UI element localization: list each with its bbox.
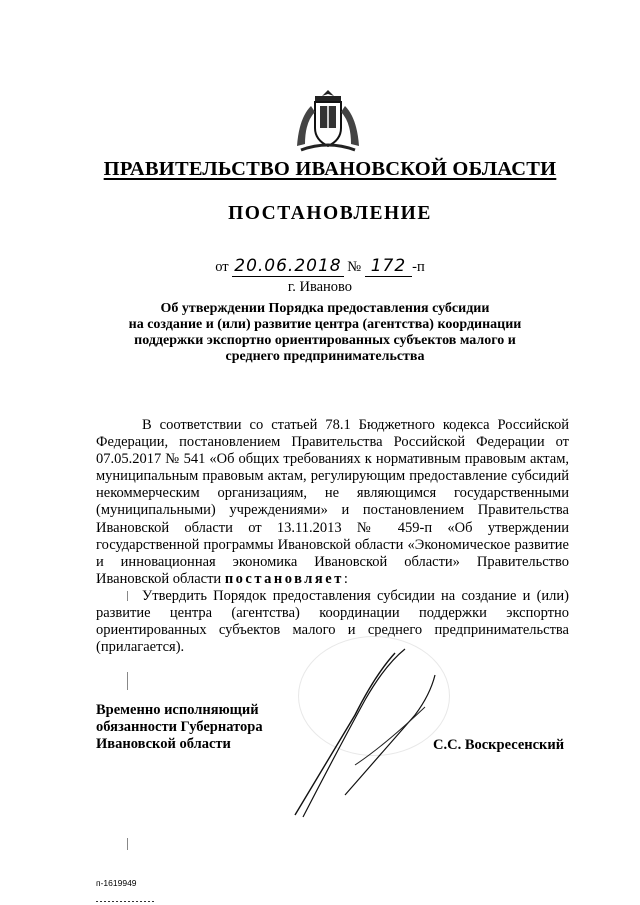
scan-mark — [127, 672, 128, 690]
subject-line: поддержки экспортно ориентированных субъектов малого и — [134, 333, 516, 348]
date-prefix: от — [215, 259, 229, 275]
body-paragraph — [96, 417, 569, 588]
document-subject — [90, 301, 560, 365]
coat-of-arms-icon — [293, 88, 363, 154]
city-line: г. Иваново — [287, 279, 353, 295]
number-suffix: -п — [412, 259, 425, 275]
preamble-text: В соответствии со статьей 78.1 Бюджетного кодекса Российской Федерации, постановлением Правительства Российской Федерации от 07.05.2017 № 541 «Об общих требованиях к нормативным правовым актам, муниципальным правовым актам, регулирующим предоставление субсидий некоммерческим организациям, не являющимся государственными (муниципальными) учреждениями» и постановлением Правительства Ивановской области от 13.11.2013 № 459-п «Об утверждении государственной программы Ивановской области «Экономическое развитие и инновационная экономика Ивановской области» Правительство Ивановской области — [96, 417, 569, 587]
signer-position-line: обязанности Губернатора — [96, 719, 263, 735]
number-prefix: № — [347, 259, 362, 275]
scan-mark — [127, 838, 128, 850]
scan-mark — [127, 591, 128, 601]
date-number-line — [0, 256, 640, 277]
signer-position-line: Временно исполняющий — [96, 702, 259, 718]
signer-position — [96, 702, 316, 753]
body-paragraph: Утвердить Порядок предоставления субсидии на создание и (или) развитие центра (агентства) координации поддержки экспортно ориентированных субъектов малого и среднего предпринимательства (прилагается). — [96, 587, 569, 656]
handwritten-number: 172 — [365, 256, 412, 277]
footer-dotted-line — [96, 900, 156, 903]
decree-colon: : — [343, 570, 348, 587]
government-title: ПРАВИТЕЛЬСТВО ИВАНОВСКОЙ ОБЛАСТИ — [103, 158, 557, 180]
document-body — [96, 417, 569, 656]
signer-name: С.С. Воскресенский — [433, 737, 565, 753]
document-type-heading: ПОСТАНОВЛЕНИЕ — [228, 203, 432, 224]
document-code: п-1619949 — [96, 878, 137, 888]
signer-position-line: Ивановской области — [96, 736, 231, 752]
subject-line: Об утверждении Порядка предоставления субсидии — [160, 301, 490, 316]
decree-word: постановляет — [224, 570, 344, 587]
subject-line: среднего предпринимательства — [225, 349, 425, 364]
handwritten-date: 20.06.2018 — [234, 256, 342, 276]
subject-line: на создание и (или) развитие центра (агентства) координации — [128, 317, 522, 332]
